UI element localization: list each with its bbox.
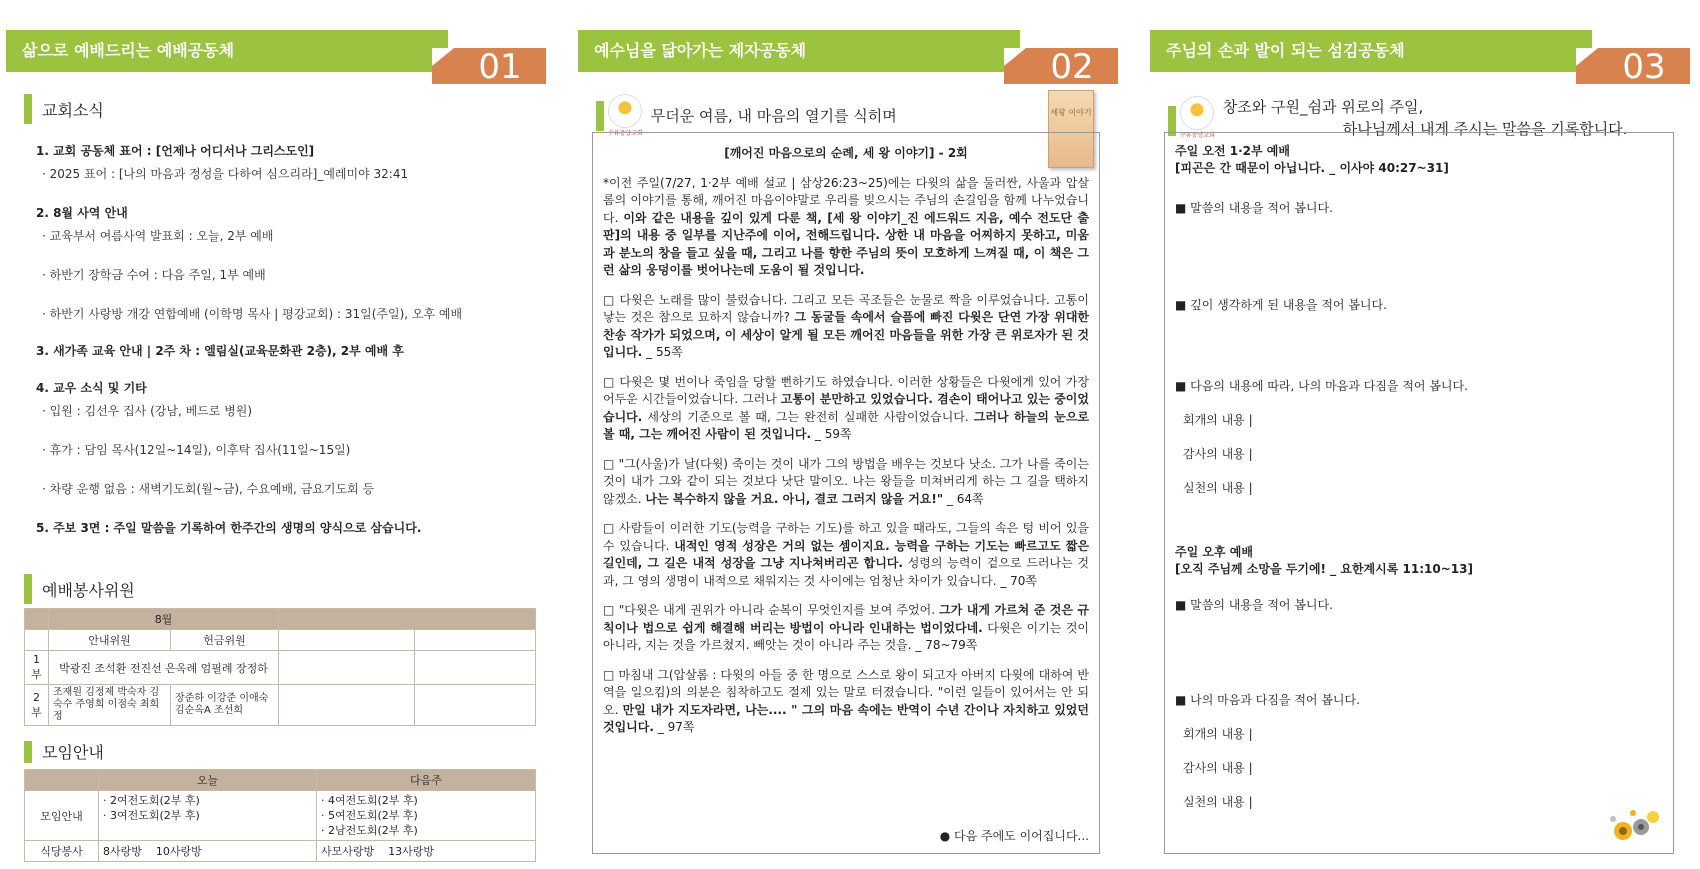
news-line: · 입원 : 김선우 집사 (강남, 베드로 병원) bbox=[42, 404, 253, 418]
church-news bbox=[36, 142, 546, 536]
volunteer-names: 장준하 이강준 이애숙 김순옥A 조선희 bbox=[171, 685, 279, 726]
paragraph: □ 다윗은 몇 번이나 죽임을 당할 뻔하기도 하였습니다. 이러한 상황들은 다윗에게 있어 가장 어두운 시간들이었습니다. 그러나 고통이 분만하고 있었습니다. 겸손이 태어나고 있는 중이었습니다. 세상의 기준으로 볼 때, 그는 완전히 실패한 사람이었습니다. 그러나 하늘의 눈으로 볼 때, 그는 깨어진 사람이 된 것입니다. _ 59쪽 bbox=[603, 374, 1090, 441]
meeting-item: · 4여전도회(2부 후) bbox=[321, 794, 418, 807]
panel-title: 예수님을 닮아가는 제자공동체 bbox=[578, 30, 1020, 72]
news-heading-2: 2. 8월 사역 안내 bbox=[36, 206, 128, 220]
panel-header bbox=[1150, 30, 1690, 87]
section-marker bbox=[596, 101, 604, 131]
panel-header bbox=[578, 30, 1118, 87]
note-line-practice[interactable]: 실천의 내용 | bbox=[1183, 481, 1253, 495]
section-marker bbox=[24, 574, 32, 604]
heading-line-2: 하나님께서 내게 주시는 말씀을 기록합니다. bbox=[1342, 120, 1628, 138]
panel-title: 주님의 손과 발이 되는 섬김공동체 bbox=[1150, 30, 1592, 72]
panel-worship bbox=[6, 30, 546, 860]
am-service-ref: [피곤은 간 때문이 아닙니다. _ 이사야 40:27~31] bbox=[1175, 161, 1449, 175]
paragraph: □ 사람들이 이러한 기도(능력을 구하는 기도)를 하고 있을 때라도, 그들의 속은 텅 비어 있을 수 있습니다. 내적인 영적 성장은 거의 없는 셈이지요. 능력을 구하는 기도는 빠르고도 짧은 길인데, 그 길은 내적 성장을 그냥 지나쳐버리곤 합니다. 성령의 능력이 겉으로 드러나는 것과, 그 영의 생명이 내적으로 채워지는 것 사이에는 엄청난 차이가 있습니다. _ 70쪽 bbox=[603, 521, 1090, 588]
volunteers-heading bbox=[24, 574, 546, 604]
note-line-repentance[interactable]: 회개의 내용 | bbox=[1183, 727, 1253, 741]
article-box-title: [깨어진 마음으로의 순례, 세 왕 이야기] - 2회 bbox=[724, 146, 968, 160]
news-heading-3: 3. 새가족 교육 안내 | 2주 차 : 엘림실(교육문화관 2층), 2부 예배 후 bbox=[36, 344, 404, 358]
church-logo: 수유중앙교회 bbox=[608, 94, 643, 137]
section-marker bbox=[24, 94, 32, 124]
row-label: 모임안내 bbox=[25, 791, 99, 841]
section-title: 모임안내 bbox=[42, 743, 104, 762]
panel-title: 삶으로 예배드리는 예배공동체 bbox=[6, 30, 448, 72]
meetings-table bbox=[24, 769, 536, 862]
church-news-heading bbox=[24, 94, 546, 124]
sermon-note-box bbox=[1164, 132, 1674, 854]
meeting-item: · 3여전도회(2부 후) bbox=[103, 809, 200, 822]
row-label: 1부 bbox=[25, 651, 49, 685]
panel-service bbox=[1150, 30, 1690, 860]
meal-service: 8사랑방 10사랑방 bbox=[99, 841, 317, 862]
note-prompt: ■ 말씀의 내용을 적어 봅니다. bbox=[1175, 201, 1333, 215]
book-cover-title: 세왕 이야기 bbox=[1050, 108, 1092, 117]
row-label: 식당봉사 bbox=[25, 841, 99, 862]
note-prompt: ■ 말씀의 내용을 적어 봅니다. bbox=[1175, 598, 1333, 612]
article-box bbox=[592, 132, 1100, 854]
paragraph: □ "다윗은 내게 권위가 아니라 순복이 무엇인지를 보여 주었어. 그가 내게 가르쳐 준 것은 규칙이나 법으로 쉽게 해결해 버리는 방법이 아니라 인내하는 법이었다네. 다윗은 이기는 것이 아니라, 지는 것을 가르쳤지. 빼앗는 것이 아니라 주는 것을. _ 78~79쪽 bbox=[603, 603, 1090, 652]
news-line: · 휴가 : 담임 목사(12일~14일), 이후탁 집사(11일~15일) bbox=[42, 443, 351, 457]
col-header: 오늘 bbox=[99, 770, 317, 791]
col-header: 다음주 bbox=[317, 770, 536, 791]
news-heading-1: 1. 교회 공동체 표어 : [언제나 어디서나 그리스도인] bbox=[36, 144, 315, 158]
month-header: 8월 bbox=[49, 609, 279, 630]
section-marker bbox=[24, 741, 32, 763]
meeting-item: · 5여전도회(2부 후) bbox=[321, 809, 418, 822]
article-heading bbox=[596, 94, 1118, 137]
volunteers-table bbox=[24, 608, 536, 726]
church-logo: 수유중앙교회 bbox=[1180, 96, 1215, 139]
note-line-thanks[interactable]: 감사의 내용 | bbox=[1183, 447, 1253, 461]
note-line-practice[interactable]: 실천의 내용 | bbox=[1183, 795, 1253, 809]
paragraph: □ 다윗은 노래를 많이 불렀습니다. 그리고 모든 곡조들은 눈물로 짝을 이루었습니다. 고통이 낳는 것은 참으로 묘하지 않습니까? 그 동굴들 속에서 슬픔에 빠진 다윗은 단연 가장 위대한 찬송 작가가 되었으며, 이 세상이 알게 될 모든 깨어진 마음들을 위한 가장 큰 위로자가 된 것입니다. _ 55쪽 bbox=[603, 292, 1090, 359]
flower-decoration-icon bbox=[1603, 805, 1663, 845]
panel-number: 01 bbox=[432, 48, 546, 84]
news-line: · 교육부서 여름사역 발표회 : 오늘, 2부 예배 bbox=[42, 229, 274, 243]
pm-service-title: 주일 오후 예배 bbox=[1175, 545, 1253, 559]
meeting-item: · 2남전도회(2부 후) bbox=[321, 824, 418, 837]
pm-service-ref: [오직 주님께 소망을 두기에! _ 요한계시록 11:10~13] bbox=[1175, 562, 1473, 576]
news-heading-4: 4. 교우 소식 및 기타 bbox=[36, 381, 147, 395]
meal-service: 사모사랑방 13사랑방 bbox=[317, 841, 536, 862]
note-prompt: ■ 나의 마음과 다짐을 적어 봅니다. bbox=[1175, 693, 1360, 707]
church-logo-icon bbox=[608, 94, 642, 128]
paragraph: □ 마침내 그(압살롬 : 다윗의 아들 중 한 명으로 스스로 왕이 되고자 아버지 다윗에 대하여 반역을 일으킴)의 의분은 침착하고도 절제 있는 말로 터졌습니다. "이런 일들이 있어서는 안 되오. 만일 내가 지도자라면, 나는.... " 그의 마음 속에는 반역이 수년 간이나 자치하고 있었던 것입니다. _ 97쪽 bbox=[603, 667, 1089, 734]
panel-number: 02 bbox=[1004, 48, 1118, 84]
col-header: 안내위원 bbox=[49, 630, 171, 651]
note-line-thanks[interactable]: 감사의 내용 | bbox=[1183, 761, 1253, 775]
col-header: 헌금위원 bbox=[171, 630, 279, 651]
news-line: · 하반기 사랑방 개강 연합예배 (이학명 목사 | 평강교회) : 31일(주일), 오후 예배 bbox=[42, 307, 463, 321]
panel-number: 03 bbox=[1576, 48, 1690, 84]
panel-discipleship bbox=[578, 30, 1118, 860]
note-prompt: ■ 다음의 내용에 따라, 나의 마음과 다짐을 적어 봅니다. bbox=[1175, 379, 1468, 393]
church-logo-icon bbox=[1180, 96, 1214, 130]
paragraph: □ "그(사울)가 날(다윗) 죽이는 것이 내가 그의 방법을 배우는 것보다 낫소. 그가 나를 죽이는 것이 내가 그와 같이 되는 것보다 낫단 말이오. 나는 왕들을 미쳐버리게 하는 그 길을 택하지 않겠소. 나는 복수하지 않을 거요. 아니, 결코 그러지 않을 거요!" _ 64쪽 bbox=[603, 456, 1089, 506]
section-title: 예배봉사위원 bbox=[42, 580, 135, 600]
note-prompt: ■ 깊이 생각하게 된 내용을 적어 봅니다. bbox=[1175, 298, 1387, 312]
row-label: 2부 bbox=[25, 685, 49, 726]
note-line-repentance[interactable]: 회개의 내용 | bbox=[1183, 413, 1253, 427]
news-line: · 2025 표어 : [나의 마음과 정성을 다하여 심으리라]_예레미야 32:41 bbox=[42, 167, 409, 181]
news-line: · 차량 운행 없음 : 새벽기도회(월~금), 수요예배, 금요기도회 등 bbox=[42, 482, 375, 496]
news-line: · 하반기 장학금 수여 : 다음 주일, 1부 예배 bbox=[42, 268, 266, 282]
meeting-item: · 2여전도회(2부 후) bbox=[103, 794, 200, 807]
volunteer-names: 조재원 김정제 박숙자 김숙수 주영희 이점숙 최희정 bbox=[49, 685, 171, 726]
panel-header bbox=[6, 30, 546, 87]
article-title: 무더운 여름, 내 마음의 열기를 식히며 bbox=[650, 107, 897, 125]
section-title: 교회소식 bbox=[42, 100, 104, 120]
paragraph: *이전 주일(7/27, 1·2부 예배 설교 | 삼상26:23~25)에는 다윗의 삶을 둘러싼, 사울과 압살롬의 이야기를 통해, 깨어진 마음이야말로 우리를 빚으시는 주님의 손길임을 함께 나누었습니다. 이와 같은 내용을 깊이 있게 다룬 책, [세 왕 이야기_진 에드워드 지음, 예수 전도단 출판]의 내용 중 일부를 지난주에 이어, 전해드립니다. 상한 내 마음을 어찌하지 못하고, 미움과 분노의 창을 들고 싶을 때, 그리고 나를 향한 주님의 뜻이 모호하게 느껴질 때, 이 책은 그런 삶의 웅덩이를 벗어나는데 도움이 될 것입니다. bbox=[603, 175, 1089, 277]
am-service-title: 주일 오전 1·2부 예배 bbox=[1175, 144, 1290, 158]
heading-line-1: 창조와 구원_쉼과 위로의 주일, bbox=[1222, 98, 1424, 116]
volunteer-names: 박광진 조석환 전진선 은옥례 엄필례 장정하 bbox=[49, 651, 279, 685]
meetings-heading bbox=[24, 740, 546, 763]
news-heading-5: 5. 주보 3면 : 주일 말씀을 기록하여 한주간의 생명의 양식으로 삼습니다. bbox=[36, 521, 422, 535]
continued-note: ● 다음 주에도 이어집니다... bbox=[939, 828, 1089, 843]
